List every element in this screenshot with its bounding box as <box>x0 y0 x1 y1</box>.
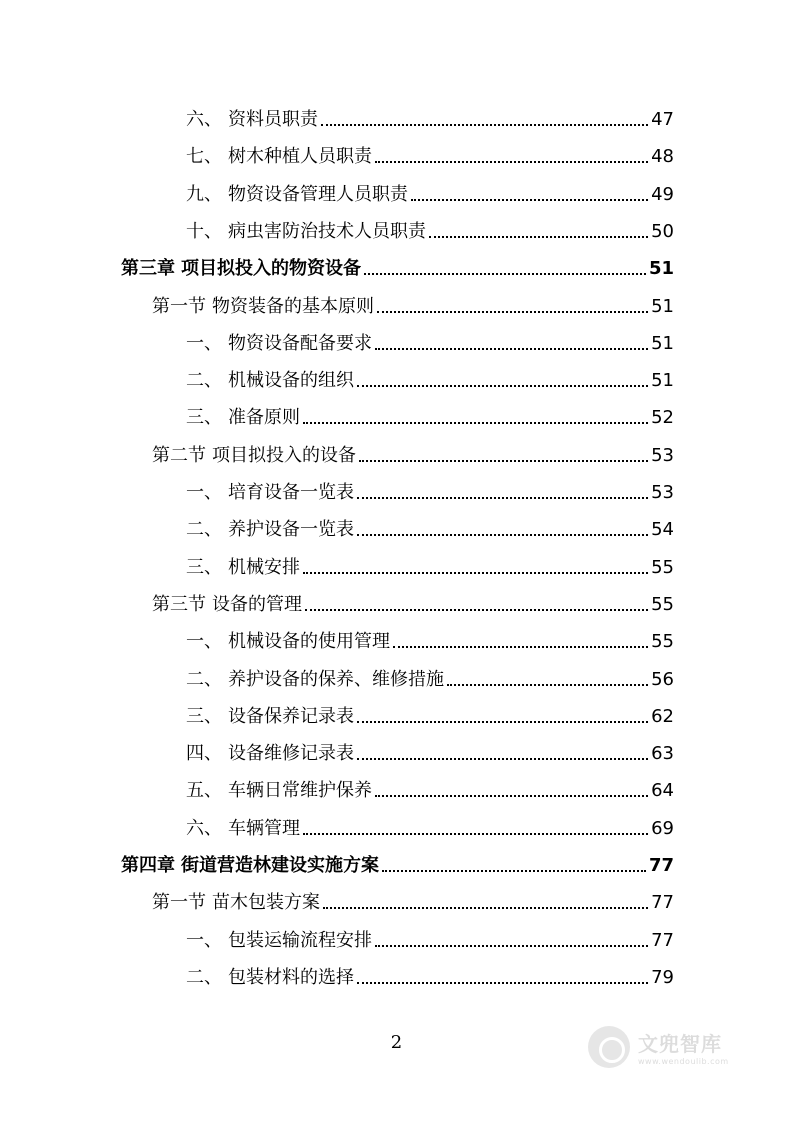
toc-entry-title: 培育设备一览表 <box>228 482 354 503</box>
toc-entry-number: 二、 <box>186 519 222 540</box>
toc-entry[interactable] <box>186 481 674 505</box>
toc-entry[interactable] <box>186 742 674 766</box>
toc-entry-title: 车辆管理 <box>228 818 300 839</box>
watermark-text <box>638 1028 729 1066</box>
toc-dot-leader <box>393 646 648 648</box>
toc-dot-leader <box>323 907 648 909</box>
toc-entry[interactable] <box>186 668 674 692</box>
toc-entry-page: 47 <box>651 109 674 130</box>
toc-entry-title: 病虫害防治技术人员职责 <box>228 221 426 242</box>
toc-entry-title: 街道营造林建设实施方案 <box>181 855 379 876</box>
toc-dot-leader <box>375 945 648 947</box>
toc-entry-page: 55 <box>651 631 674 652</box>
toc-entry-page: 53 <box>651 445 674 466</box>
toc-entry-number: 二、 <box>186 669 222 690</box>
toc-entry-number: 三、 <box>186 407 222 428</box>
toc-entry-number: 七、 <box>186 146 222 167</box>
toc-entry-number: 三、 <box>186 706 222 727</box>
toc-entry[interactable] <box>186 108 674 132</box>
toc-dot-leader <box>364 273 646 275</box>
toc-entry-title: 车辆日常维护保养 <box>228 780 372 801</box>
toc-entry[interactable] <box>121 854 674 878</box>
toc-entry-page: 52 <box>651 407 674 428</box>
toc-entry-title: 机械设备的组织 <box>228 370 354 391</box>
toc-entry-page: 69 <box>651 818 674 839</box>
toc-entry-number: 二、 <box>186 967 222 988</box>
toc-dot-leader <box>357 385 648 387</box>
toc-entry-title: 物资设备管理人员职责 <box>228 184 408 205</box>
toc-entry[interactable] <box>152 295 674 319</box>
toc-entry-number: 六、 <box>186 109 222 130</box>
toc-dot-leader <box>382 870 646 872</box>
toc-entry-title: 机械安排 <box>228 557 300 578</box>
toc-entry[interactable] <box>186 332 674 356</box>
toc-entry-page: 77 <box>648 855 674 876</box>
toc-entry[interactable] <box>186 630 674 654</box>
toc-entry-page: 63 <box>651 743 674 764</box>
toc-entry[interactable] <box>186 779 674 803</box>
toc-entry-page: 48 <box>651 146 674 167</box>
toc-dot-leader <box>303 833 648 835</box>
toc-dot-leader <box>321 124 648 126</box>
toc-entry[interactable] <box>186 369 674 393</box>
toc-dot-leader <box>303 572 648 574</box>
toc-entry-page: 53 <box>651 482 674 503</box>
toc-entry[interactable] <box>186 406 674 430</box>
wendou-logo-icon <box>588 1026 630 1068</box>
toc-entry-title: 设备保养记录表 <box>228 706 354 727</box>
toc-entry-page: 54 <box>651 519 674 540</box>
toc-dot-leader <box>357 534 648 536</box>
toc-entry-title: 设备维修记录表 <box>228 743 354 764</box>
toc-entry-title: 包装运输流程安排 <box>228 930 372 951</box>
toc-entry-number: 第四章 <box>121 855 175 876</box>
toc-dot-leader <box>411 199 648 201</box>
toc-entry-title: 包装材料的选择 <box>228 967 354 988</box>
toc-entry[interactable] <box>186 183 674 207</box>
toc-dot-leader <box>303 422 648 424</box>
toc-entry-title: 设备的管理 <box>212 594 302 615</box>
toc-entry-title: 项目拟投入的物资设备 <box>181 258 361 279</box>
toc-entry-page: 51 <box>651 370 674 391</box>
toc-entry-title: 养护设备一览表 <box>228 519 354 540</box>
toc-entry-title: 项目拟投入的设备 <box>212 445 356 466</box>
toc-entry[interactable] <box>186 518 674 542</box>
toc-entry-number: 九、 <box>186 184 222 205</box>
toc-entry[interactable] <box>152 891 674 915</box>
toc-entry-page: 77 <box>651 930 674 951</box>
toc-entry-number: 第三章 <box>121 258 175 279</box>
toc-entry-page: 64 <box>651 780 674 801</box>
toc-entry[interactable] <box>152 593 674 617</box>
toc-entry-page: 51 <box>651 296 674 317</box>
toc-dot-leader <box>375 348 648 350</box>
toc-entry-title: 准备原则 <box>228 407 300 428</box>
toc-dot-leader <box>429 236 648 238</box>
toc-entry-number: 一、 <box>186 631 222 652</box>
toc-entry-number: 一、 <box>186 482 222 503</box>
toc-dot-leader <box>357 982 648 984</box>
toc-entry[interactable] <box>186 145 674 169</box>
toc-dot-leader <box>377 311 648 313</box>
toc-entry-title: 树木种植人员职责 <box>228 146 372 167</box>
toc-entry-title: 养护设备的保养、维修措施 <box>228 669 444 690</box>
toc-dot-leader <box>359 460 648 462</box>
toc-entry[interactable] <box>121 257 674 281</box>
toc-entry[interactable] <box>186 929 674 953</box>
toc-entry-page: 50 <box>651 221 674 242</box>
toc-entry-number: 十、 <box>186 221 222 242</box>
toc-entry-title: 资料员职责 <box>228 109 318 130</box>
page-number: 2 <box>390 1032 403 1053</box>
toc-entry-number: 第三节 <box>152 594 206 615</box>
toc-dot-leader <box>357 497 648 499</box>
toc-entry-number: 第二节 <box>152 445 206 466</box>
toc-entry[interactable] <box>186 817 674 841</box>
toc-entry-page: 55 <box>651 557 674 578</box>
toc-dot-leader <box>375 161 648 163</box>
toc-entry-number: 六、 <box>186 818 222 839</box>
toc-dot-leader <box>447 684 648 686</box>
toc-entry-number: 五、 <box>186 780 222 801</box>
toc-dot-leader <box>305 609 648 611</box>
toc-entry-number: 第一节 <box>152 296 206 317</box>
toc-entry-page: 62 <box>651 706 674 727</box>
toc-entry-title: 物资装备的基本原则 <box>212 296 374 317</box>
toc-entry-page: 55 <box>651 594 674 615</box>
toc-entry-page: 79 <box>651 967 674 988</box>
toc-entry[interactable] <box>186 556 674 580</box>
toc-entry[interactable] <box>152 444 674 468</box>
toc-dot-leader <box>357 758 648 760</box>
toc-entry[interactable] <box>186 220 674 244</box>
toc-dot-leader <box>357 721 648 723</box>
toc-dot-leader <box>375 795 648 797</box>
toc-entry-number: 第一节 <box>152 892 206 913</box>
toc-entry-title: 物资设备配备要求 <box>228 333 372 354</box>
toc-entry-number: 一、 <box>186 930 222 951</box>
toc-entry-page: 49 <box>651 184 674 205</box>
toc-entry-number: 一、 <box>186 333 222 354</box>
watermark <box>588 1020 748 1074</box>
toc-entry-page: 56 <box>651 669 674 690</box>
toc-entry-number: 三、 <box>186 557 222 578</box>
toc-entry-page: 77 <box>651 892 674 913</box>
watermark-name: 文兜智库 <box>638 1032 722 1056</box>
toc-entry-title: 机械设备的使用管理 <box>228 631 390 652</box>
toc-entry[interactable] <box>186 966 674 990</box>
watermark-url: www.wendoulib.com <box>638 1057 729 1066</box>
toc-entry-number: 四、 <box>186 743 222 764</box>
toc-entry-page: 51 <box>651 333 674 354</box>
toc-entry-title: 苗木包装方案 <box>212 892 320 913</box>
toc-entry-page: 51 <box>648 258 674 279</box>
toc-entry[interactable] <box>186 705 674 729</box>
toc-entry-number: 二、 <box>186 370 222 391</box>
